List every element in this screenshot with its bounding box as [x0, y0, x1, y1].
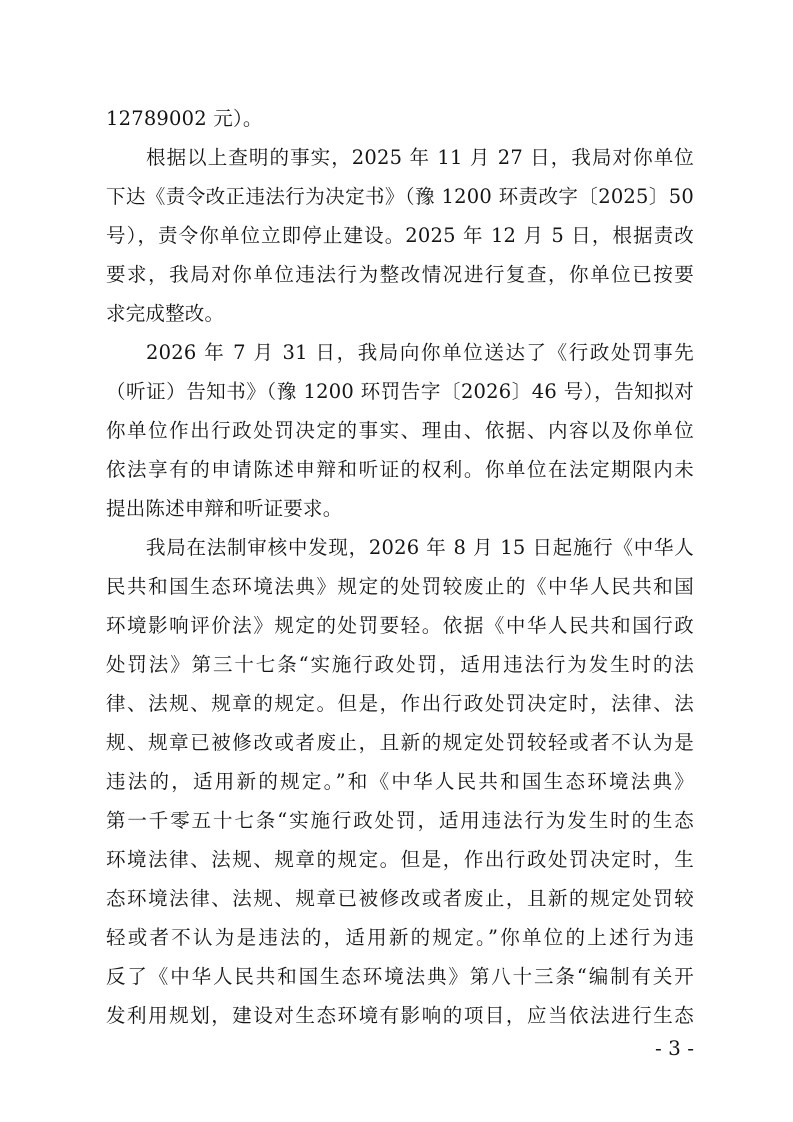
text-line-9: 你单位作出行政处罚决定的事实、理由、依据、内容以及你单位: [106, 419, 694, 442]
text-line-24: 发利用规划，建设对生态环境有影响的项目，应当依法进行生态: [106, 1004, 694, 1027]
text-line-6: 求完成整改。: [106, 302, 225, 325]
text-line-3: 下达《责令改正违法行为决定书》（豫 1200 环责改字〔2025〕50: [106, 185, 694, 208]
text-line-1: 12789002 元）。: [106, 107, 263, 130]
text-line-21: 态环境法律、法规、规章已被修改或者废止，且新的规定处罚较: [106, 887, 694, 910]
text-line-20: 环境法律、法规、规章的规定。但是，作出行政处罚决定时，生: [106, 848, 694, 871]
text-line-7: 2026 年 7 月 31 日，我局向你单位送达了《行政处罚事先: [146, 341, 694, 364]
text-line-4: 号），责令你单位立即停止建设。2025 年 12 月 5 日，根据责改: [106, 224, 694, 247]
text-line-14: 环境影响评价法》规定的处罚要轻。依据《中华人民共和国行政: [106, 614, 694, 637]
text-line-18: 违法的，适用新的规定。”和《中华人民共和国生态环境法典》: [106, 770, 694, 793]
text-line-22: 轻或者不认为是违法的，适用新的规定。”你单位的上述行为违: [106, 926, 694, 949]
text-line-10: 依法享有的申请陈述申辩和听证的权利。你单位在法定期限内未: [106, 458, 694, 481]
text-line-19: 第一千零五十七条“实施行政处罚，适用违法行为发生时的生态: [106, 809, 694, 832]
text-line-15: 处罚法》第三十七条“实施行政处罚，适用违法行为发生时的法: [106, 653, 694, 676]
text-line-17: 规、规章已被修改或者废止，且新的规定处罚较轻或者不认为是: [106, 731, 694, 754]
text-line-12: 我局在法制审核中发现，2026 年 8 月 15 日起施行《中华人: [146, 536, 694, 559]
text-line-13: 民共和国生态环境法典》规定的处罚较废止的《中华人民共和国: [106, 575, 694, 598]
page-number: - 3 -: [655, 1036, 694, 1060]
text-line-8: （听证）告知书》（豫 1200 环罚告字〔2026〕46 号），告知拟对: [106, 380, 694, 403]
text-line-2: 根据以上查明的事实，2025 年 11 月 27 日，我局对你单位: [146, 146, 694, 169]
text-line-5: 要求，我局对你单位违法行为整改情况进行复查，你单位已按要: [106, 263, 694, 286]
text-line-16: 律、法规、规章的规定。但是，作出行政处罚决定时，法律、法: [106, 692, 694, 715]
text-line-23: 反了《中华人民共和国生态环境法典》第八十三条“编制有关开: [106, 965, 694, 988]
text-line-11: 提出陈述申辩和听证要求。: [106, 497, 343, 520]
